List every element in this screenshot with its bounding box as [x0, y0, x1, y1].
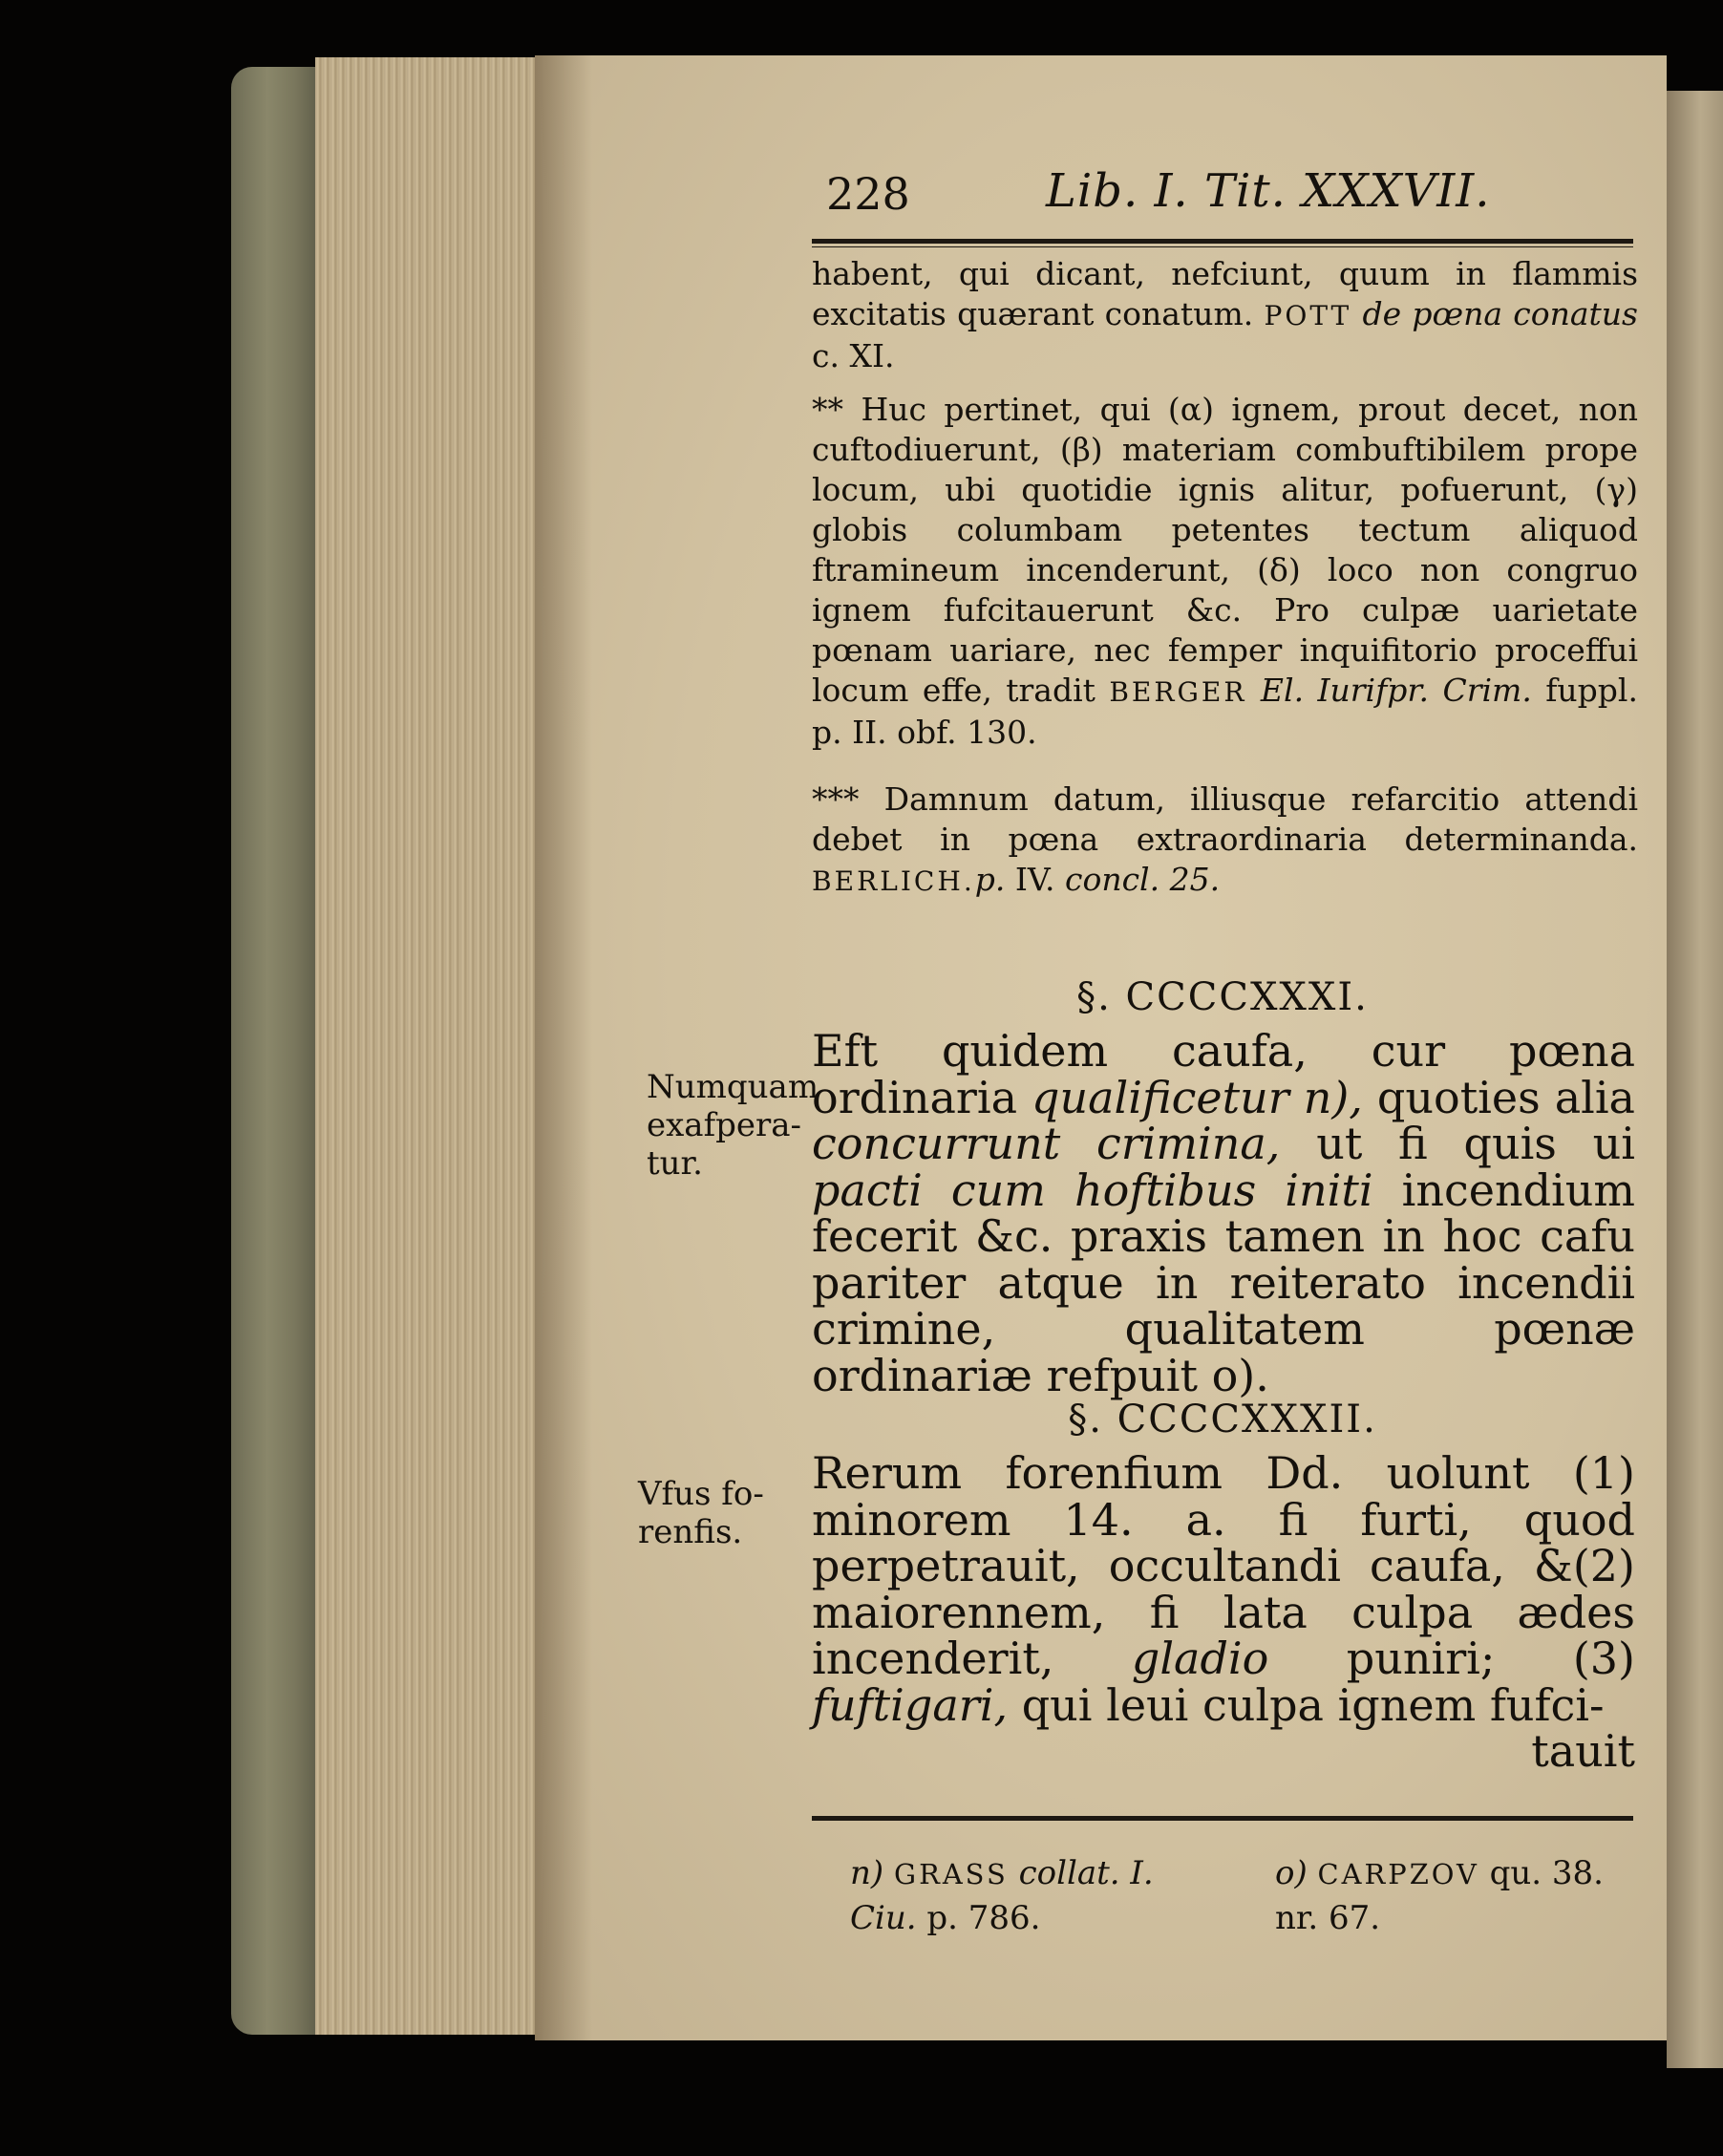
note2-work: El. Iurifpr. Crim. — [1260, 672, 1532, 709]
note2-text: Huc pertinet, qui (α) ignem, prout decet, non cuftodiuerunt, (β) materiam combuftibilem prope locum, ubi quotidie ignis alitur, pofuerunt, (γ) globis columbam petentes tectum aliquod ftramineum incenderunt, (δ) loco non congruo ignem fufcitauerunt &c. Pro culpæ uarietate pœnam uariare, nec femper inquifitorio proceffui locum effe, tradit — [812, 391, 1638, 709]
gutter-shadow — [535, 55, 592, 2040]
marginal-line: tur. — [647, 1144, 703, 1183]
footnote-mark: n) — [850, 1854, 884, 1892]
footnote-ref: nr. 67. — [1275, 1899, 1381, 1937]
text-span-italic: concurrunt crimina, — [812, 1118, 1281, 1169]
note2-mark: ** — [812, 391, 843, 428]
marginal-line: renfis. — [638, 1513, 743, 1551]
note2-ref: fuppl. p. II. obf. 130. — [812, 672, 1638, 751]
marginal-line: Vfus fo- — [638, 1475, 764, 1513]
facing-page-edge — [1667, 91, 1723, 2068]
note-triple-star — [812, 779, 1638, 902]
note3-ref: IV. — [1014, 861, 1055, 898]
text-span-italic: pacti cum hoftibus initi — [812, 1163, 1373, 1216]
footnote-work: collat. I. — [1018, 1854, 1154, 1892]
text-span-italic: qualificetur n), — [1032, 1071, 1363, 1123]
text-span: incendium fecerit &c. praxis tamen in hoc cafu pariter atque in reiterato incendii crimine, qualitatem pœnæ ordinariæ refpuit o). — [812, 1163, 1635, 1401]
page-edges — [315, 57, 544, 2035]
footnote-mark: o) — [1275, 1854, 1308, 1892]
note3-text: Damnum datum, illiusque refarcitio attendi debet in pœna extraordinaria determinanda. — [812, 780, 1638, 858]
section-text-431 — [812, 1025, 1635, 1401]
text-span: ut fi quis ui — [1316, 1118, 1635, 1169]
footnote-author: GRASS — [893, 1858, 1009, 1890]
running-head: Lib. I. Tit. XXXVII. — [1046, 164, 1491, 218]
note-continued — [812, 254, 1638, 376]
note3-mark: *** — [812, 780, 860, 818]
marginal-line: exafpera- — [647, 1106, 802, 1144]
note1-work: de pœna conatus — [1362, 295, 1638, 332]
note1-text: habent, qui dicant, nefciunt, quum in flammis excitatis quærant conatum. — [812, 255, 1638, 332]
catchword: tauit — [1531, 1725, 1635, 1777]
marginal-note-431 — [647, 1068, 819, 1183]
footnote-n — [850, 1851, 1251, 1940]
text-span: puniri; (3) — [1346, 1633, 1635, 1684]
text-span-italic: gladio — [1131, 1633, 1269, 1684]
marginal-line: Numquam — [647, 1068, 819, 1106]
book-page — [535, 55, 1667, 2040]
book-cover-edge — [231, 67, 322, 2035]
note1-ref: c. XI. — [812, 337, 895, 374]
note3-ref-p: p. — [974, 861, 1006, 898]
note3-concl: concl. 25. — [1064, 861, 1221, 898]
note-double-star — [812, 390, 1638, 753]
footnote-o — [1275, 1851, 1638, 1940]
text-span-italic: fuftigari, — [812, 1678, 1009, 1731]
section-heading-431: §. CCCCXXXI. — [1076, 975, 1369, 1019]
note2-author: BERGER — [1109, 676, 1247, 708]
footnote-author: CARPZOV — [1317, 1858, 1479, 1890]
footnote-work: Ciu. — [850, 1899, 917, 1937]
page-number: 228 — [826, 168, 910, 220]
note3-author: BERLICH. — [812, 865, 975, 897]
header-rule — [812, 239, 1633, 244]
footnote-rule — [812, 1816, 1633, 1821]
section-heading-432: §. CCCCXXXII. — [1068, 1398, 1377, 1441]
note1-author: POTT — [1264, 300, 1352, 331]
text-span: Rerum forenfium Dd. uolunt (1) minorem 14. a. fi furti, quod perpetrauit, occultandi caufa, &(2) maiorennem, fi lata culpa ædes incenderit, — [812, 1447, 1635, 1684]
text-span: qui leui culpa ignem fufci- — [1021, 1678, 1605, 1731]
footnote-ref: qu. 38. — [1489, 1854, 1604, 1892]
text-span: quoties alia — [1376, 1071, 1635, 1123]
marginal-note-432 — [638, 1475, 764, 1551]
footnote-ref: p. 786. — [926, 1899, 1041, 1937]
text-span: Eft quidem caufa, cur pœna ordinaria — [812, 1025, 1635, 1123]
section-text-432 — [812, 1447, 1635, 1777]
